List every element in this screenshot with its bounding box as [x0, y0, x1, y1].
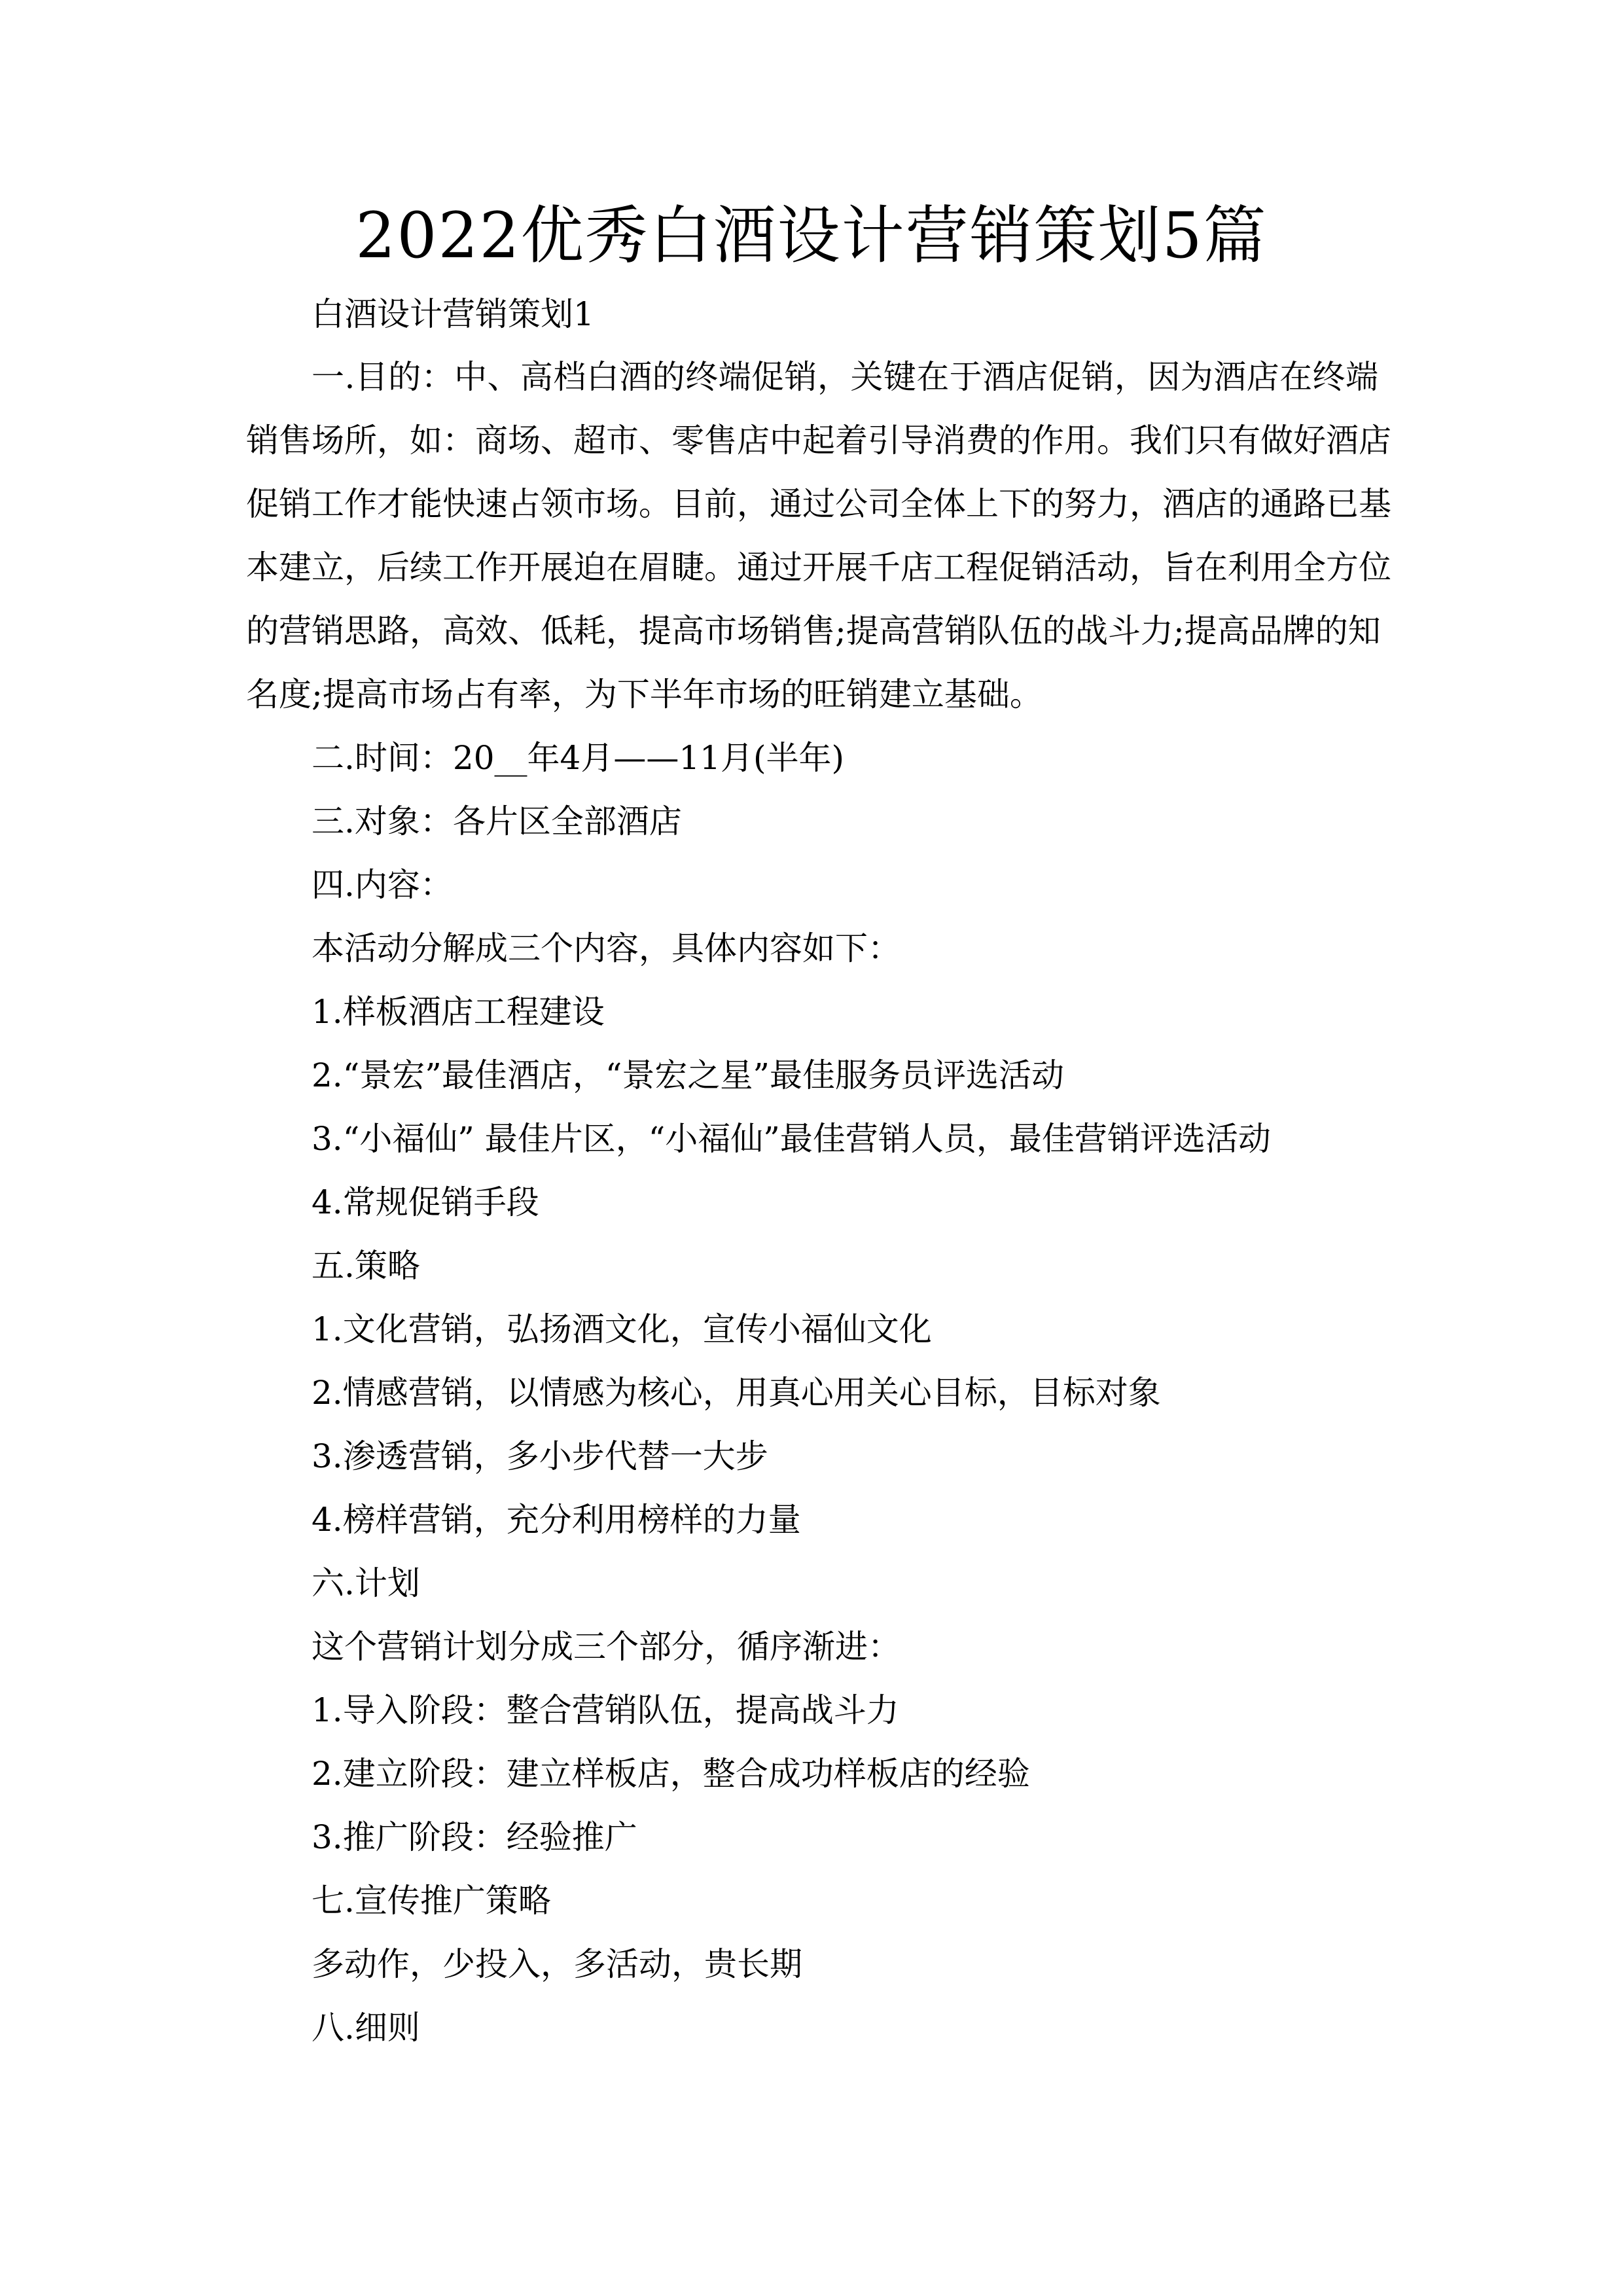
- plan-intro: 这个营销计划分成三个部分，循序渐进：: [312, 1628, 901, 1666]
- list-item: 1.文化营销，弘扬酒文化，宣传小福仙文化: [312, 1310, 932, 1348]
- list-item: 3.渗透营销，多小步代替一大步: [312, 1437, 768, 1475]
- document-title: 2022优秀白酒设计营销策划5篇: [355, 199, 1268, 272]
- paragraph-line: 销售场所，如：商场、超市、零售店中起着引导消费的作用。我们只有做好酒店: [246, 422, 1391, 459]
- promo-heading: 七.宣传推广策略: [312, 1882, 551, 1920]
- list-item: 2.“景宏”最佳酒店，“景宏之星”最佳服务员评选活动: [312, 1056, 1064, 1094]
- plan-heading: 六.计划: [312, 1564, 420, 1602]
- paragraph-line: 本建立，后续工作开展迫在眉睫。通过开展千店工程促销活动，旨在利用全方位: [246, 548, 1391, 586]
- list-item: 2.建立阶段：建立样板店，整合成功样板店的经验: [312, 1755, 1030, 1793]
- list-item: 1.导入阶段：整合营销队伍，提高战斗力: [312, 1691, 899, 1729]
- paragraph-line: 名度;提高市场占有率，为下半年市场的旺销建立基础。: [246, 675, 1043, 713]
- list-item: 3.“小福仙” 最佳片区，“小福仙”最佳营销人员，最佳营销评选活动: [312, 1120, 1271, 1158]
- paragraph-line: 促销工作才能快速占领市场。目前，通过公司全体上下的努力，酒店的通路已基: [246, 485, 1391, 523]
- paragraph-line: 的营销思路，高效、低耗，提高市场销售;提高营销队伍的战斗力;提高品牌的知: [246, 612, 1381, 650]
- list-item: 1.样板酒店工程建设: [312, 993, 605, 1031]
- paragraph-line: 一.目的：中、高档白酒的终端促销，关键在于酒店促销，因为酒店在终端: [312, 358, 1378, 396]
- list-item: 2.情感营销，以情感为核心，用真心用关心目标，目标对象: [312, 1374, 1161, 1412]
- content-heading: 四.内容：: [312, 866, 453, 904]
- subtitle: 白酒设计营销策划1: [312, 295, 594, 333]
- list-item: 4.常规促销手段: [312, 1183, 539, 1221]
- list-item: 4.榜样营销，充分利用榜样的力量: [312, 1501, 801, 1539]
- list-item: 3.推广阶段：经验推广: [312, 1818, 637, 1856]
- promo-text: 多动作，少投入，多活动，贵长期: [312, 1945, 802, 1983]
- details-heading: 八.细则: [312, 2009, 420, 2047]
- time-line: 二.时间：20__年4月——11月(半年): [312, 739, 844, 777]
- target-line: 三.对象：各片区全部酒店: [312, 802, 682, 840]
- content-intro: 本活动分解成三个内容，具体内容如下：: [312, 929, 901, 967]
- strategy-heading: 五.策略: [312, 1247, 420, 1285]
